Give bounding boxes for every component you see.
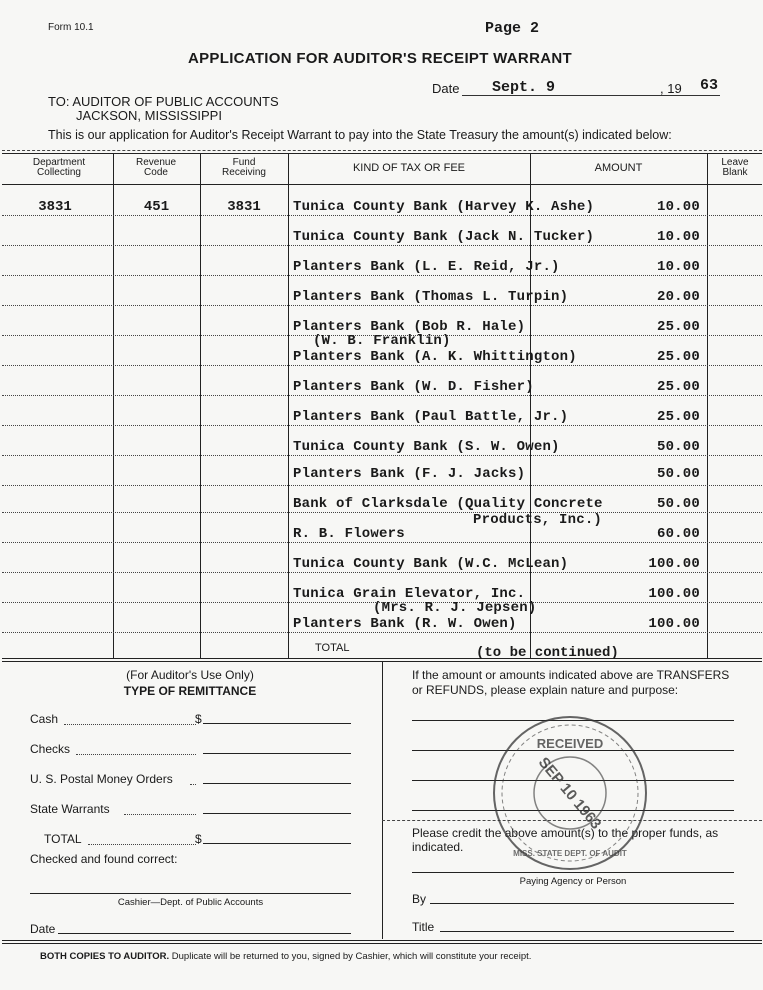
row-amount: 10.00 [656, 229, 700, 245]
cash-label: Cash [30, 712, 59, 726]
row-amount: 50.00 [656, 439, 700, 455]
row-amount: 20.00 [656, 289, 700, 305]
stamp-date: SEP 10 1963 [534, 754, 605, 833]
money-orders-label: U. S. Postal Money Orders [30, 772, 173, 786]
transfers-text: If the amount or amounts indicated above are TRANSFERS or REFUNDS, please explain nature and purpose: [412, 668, 730, 697]
date-value: Sept. 9 [492, 79, 556, 96]
row-extra-line: (W. B. Franklin) [313, 333, 451, 349]
checked-correct-label: Checked and found correct: [30, 852, 178, 866]
row-kind: Planters Bank (L. E. Reid, Jr.) [293, 259, 560, 275]
cell-revenue-code: 451 [143, 199, 170, 215]
row-amount: 25.00 [656, 379, 700, 395]
row-kind: Planters Bank (W. D. Fisher) [293, 379, 534, 395]
row-kind: Planters Bank (Paul Battle, Jr.) [293, 409, 569, 425]
row-amount: 100.00 [648, 556, 700, 572]
form-title: APPLICATION FOR AUDITOR'S RECEIPT WARRANT [188, 50, 572, 67]
year-prefix: , 19 [660, 81, 682, 96]
form-number: Form 10.1 [48, 22, 94, 33]
row-amount: 25.00 [656, 349, 700, 365]
row-amount: 50.00 [656, 496, 700, 512]
received-stamp [485, 708, 655, 878]
row-amount: 100.00 [648, 586, 700, 602]
checks-label: Checks [30, 742, 71, 756]
footer-note [40, 951, 531, 962]
continued-note: (to be continued) [476, 645, 619, 661]
title-label: Title [412, 920, 435, 934]
stamp-inner-text: MISS. STATE DEPT. OF AUDIT [513, 849, 627, 858]
row-amount: 25.00 [656, 319, 700, 335]
header-fund: Fund Receiving [222, 157, 266, 178]
row-extra-line: (Mrs. R. J. Jepsen) [373, 600, 537, 616]
row-kind: Tunica County Bank (S. W. Owen) [293, 439, 560, 455]
row-amount: 25.00 [656, 409, 700, 425]
to-line-1: TO: AUDITOR OF PUBLIC ACCOUNTS [48, 94, 279, 109]
credit-text: Please credit the above amount(s) to the proper funds, as indicated. [412, 826, 719, 854]
total-label: TOTAL [315, 642, 350, 654]
cashier-label: Cashier—Dept. of Public Accounts [117, 897, 264, 908]
row-amount: 100.00 [648, 616, 700, 632]
row-amount: 10.00 [656, 259, 700, 275]
dollar-sign: $ [195, 712, 202, 726]
by-label: By [412, 892, 427, 906]
row-kind: Planters Bank (F. J. Jacks) [293, 466, 526, 482]
to-line-2: JACKSON, MISSISSIPPI [76, 108, 222, 123]
cell-dept-code: 3831 [38, 199, 72, 215]
stamp-outer-text: RECEIVED [536, 736, 604, 751]
remit-total-label: TOTAL [44, 832, 82, 846]
row-kind: Planters Bank (R. W. Owen) [293, 616, 517, 632]
row-kind: Bank of Clarksdale (Quality Concrete [293, 496, 603, 512]
header-department: Department Collecting [32, 157, 86, 178]
intro-text: This is our application for Auditor's Receipt Warrant to pay into the State Treasury the amount(s) indicated below: [48, 128, 672, 142]
row-amount: 60.00 [656, 526, 700, 542]
row-kind: Planters Bank (Thomas L. Turpin) [293, 289, 569, 305]
year-value: 63 [700, 77, 719, 94]
row-extra-line: Products, Inc.) [473, 512, 603, 528]
header-amount: AMOUNT [594, 162, 643, 174]
row-kind: Planters Bank (Bob R. Hale) [293, 319, 526, 335]
row-amount: 10.00 [656, 199, 700, 215]
footer-rest: Duplicate will be returned to you, signed by Cashier, which will constitute your receipt. [171, 951, 532, 962]
cell-fund-code: 3831 [227, 199, 261, 215]
header-leave-blank: Leave Blank [721, 157, 749, 178]
auditor-use-only: (For Auditor's Use Only) [126, 668, 254, 682]
header-kind: KIND OF TAX OR FEE [352, 162, 466, 174]
row-kind: Tunica County Bank (Harvey K. Ashe) [293, 199, 595, 215]
date-label: Date [432, 81, 460, 96]
date-field-label: Date [30, 922, 56, 936]
dollar-sign: $ [195, 832, 202, 846]
row-kind: Tunica Grain Elevator, Inc. [293, 586, 526, 602]
paying-agency-label: Paying Agency or Person [519, 876, 627, 887]
row-kind: Planters Bank (A. K. Whittington) [293, 349, 577, 365]
row-amount: 50.00 [656, 466, 700, 482]
page-label: Page 2 [485, 20, 540, 37]
footer-bold: BOTH COPIES TO AUDITOR. [40, 951, 170, 962]
header-revenue: Revenue Code [135, 157, 177, 178]
row-kind: Tunica County Bank (Jack N. Tucker) [293, 229, 595, 245]
remittance-type: TYPE OF REMITTANCE [123, 684, 257, 698]
row-kind: R. B. Flowers [293, 526, 405, 542]
row-kind: Tunica County Bank (W.C. McLean) [293, 556, 569, 572]
state-warrants-label: State Warrants [30, 802, 110, 816]
